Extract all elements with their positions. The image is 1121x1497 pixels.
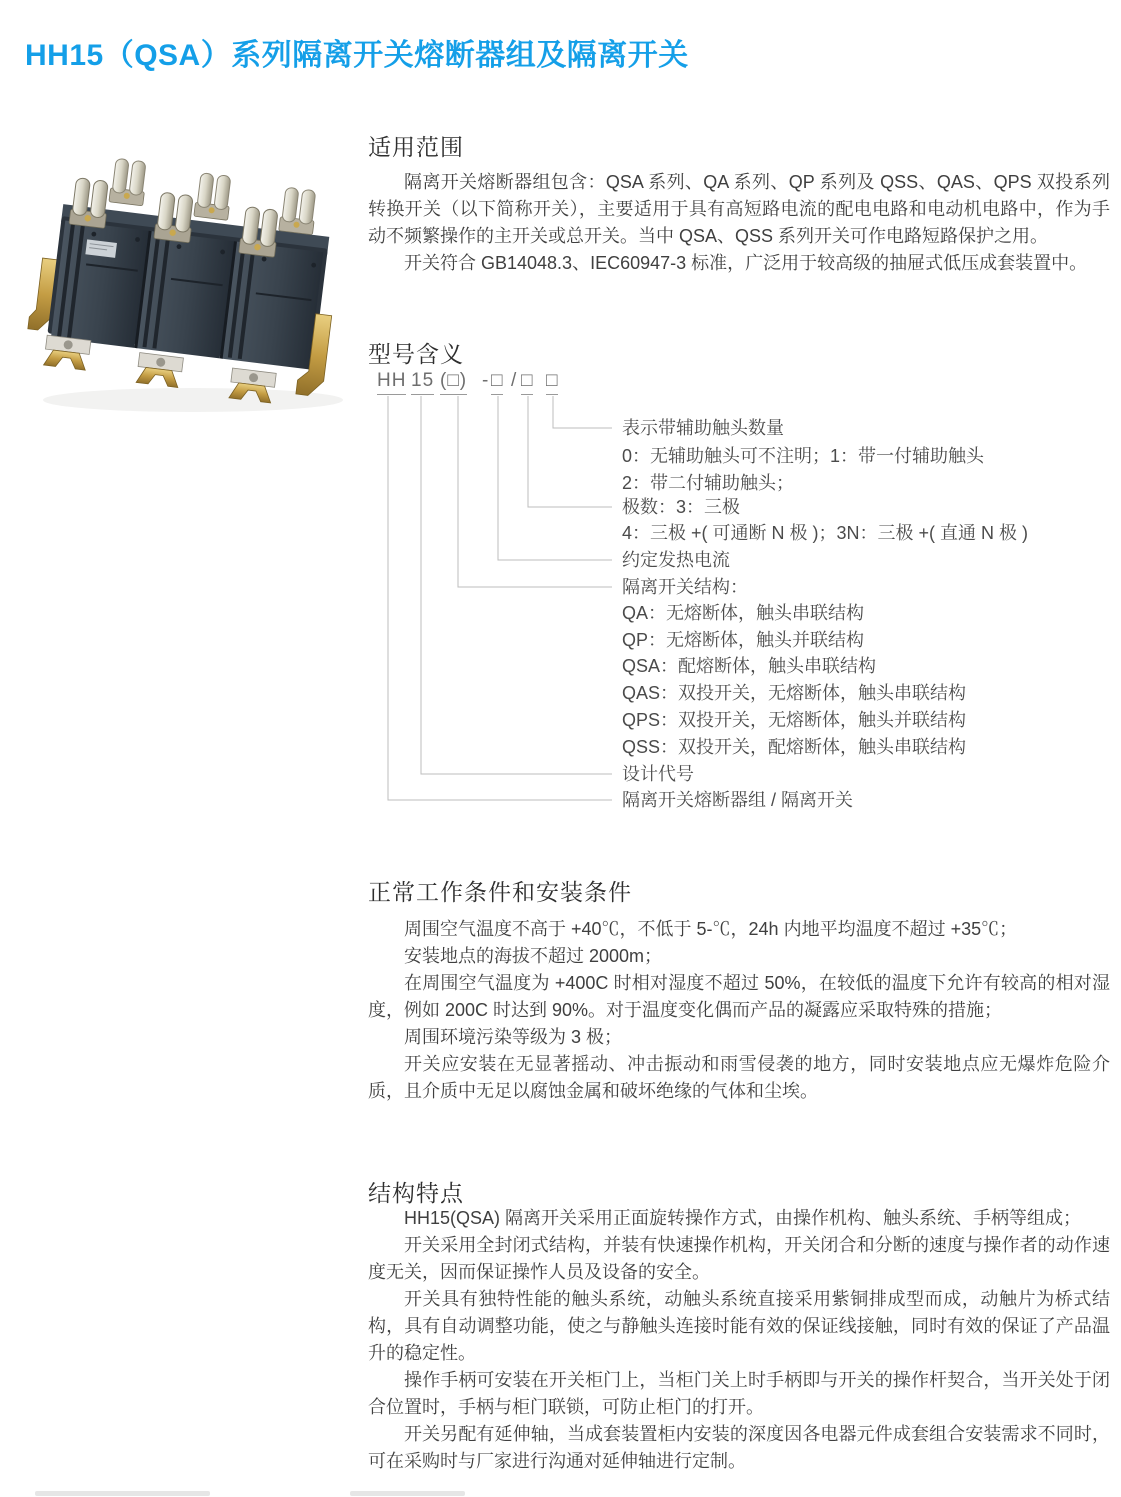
cut-off-next-section-artifact <box>350 1491 465 1496</box>
model-diagram-label: 2：带二付辅助触头； <box>622 473 795 493</box>
model-diagram-label: 0：无辅助触头可不注明；1：带一付辅助触头 <box>622 446 985 466</box>
features-heading: 结构特点 <box>368 1180 464 1206</box>
conditions-paragraph: 在周围空气温度为 +400C 时相对湿度不超过 50%，在较低的温度下允许有较高的相对湿度，例如 200C 时达到 90%。对于温度变化偶而产品的凝露应采取特殊的措施； <box>368 973 1110 1020</box>
conditions-paragraph: 周围空气温度不高于 +40℃，不低于 5-℃，24h 内地平均温度不超过 +35℃； <box>404 919 1018 939</box>
model-diagram-label: 4：三极 +( 可通断 N 极 )；3N：三极 +( 直通 N 极 ) <box>622 523 1029 543</box>
model-diagram-label: 约定发热电流 <box>622 550 730 570</box>
model-diagram-label: QAS：双投开关，无熔断体，触头串联结构 <box>622 683 967 703</box>
model-code-separator: / <box>511 370 518 391</box>
model-diagram-label: 极数：3：三极 <box>622 497 741 517</box>
model-diagram-label: 隔离开关熔断器组 / 隔离开关 <box>622 790 854 810</box>
conditions-paragraphs <box>368 916 1110 1105</box>
features-paragraph: HH15(QSA) 隔离开关采用正面旋转操作方式，由操作机构、触头系统、手柄等组成； <box>404 1208 1082 1228</box>
product-photo <box>18 148 358 426</box>
model-diagram-label: QA：无熔断体，触头串联结构 <box>622 603 865 623</box>
conditions-paragraph: 开关应安装在无显著摇动、冲击振动和雨雪侵袭的地方，同时安装地点应无爆炸危险介质，且介质中无足以腐蚀金属和破坏绝缘的气体和尘埃。 <box>368 1054 1110 1101</box>
model-diagram-label: QSA：配熔断体，触头串联结构 <box>622 656 877 676</box>
cut-off-next-section-artifact <box>35 1491 210 1496</box>
model-code-part: HH <box>377 370 406 395</box>
model-heading: 型号含义 <box>368 341 464 367</box>
conditions-paragraph: 安装地点的海拔不超过 2000m； <box>404 946 663 966</box>
model-code-part: □ <box>521 370 533 395</box>
model-code-part: (□) <box>440 370 467 395</box>
model-diagram-label: 表示带辅助触头数量 <box>622 418 784 438</box>
model-diagram-label: 隔离开关结构： <box>622 577 748 597</box>
features-paragraph: 操作手柄可安装在开关柜门上，当柜门关上时手柄即与开关的操作杆契合，当开关处于闭合位置时，手柄与柜门联锁，可防止柜门的打开。 <box>368 1370 1110 1417</box>
scope-paragraphs <box>368 169 1110 277</box>
model-diagram-label: 设计代号 <box>622 764 694 784</box>
conditions-heading: 正常工作条件和安装条件 <box>368 879 632 905</box>
features-paragraph: 开关具有独特性能的触头系统，动触头系统直接采用紫铜排成型而成，动触片为桥式结构，具有自动调整功能，使之与静触头连接时能有效的保证线接触，同时有效的保证了产品温升的稳定性。 <box>368 1289 1110 1363</box>
features-paragraph: 开关另配有延伸轴，当成套装置柜内安装的深度因各电器元件成套组合安装需求不同时，可在采购时与厂家进行沟通对延伸轴进行定制。 <box>368 1424 1110 1471</box>
features-paragraphs <box>368 1205 1110 1475</box>
page-title: HH15（QSA）系列隔离开关熔断器组及隔离开关 <box>25 39 689 72</box>
model-diagram-label: QPS：双投开关，无熔断体，触头并联结构 <box>622 710 967 730</box>
model-diagram-connector-lines <box>370 394 620 806</box>
conditions-paragraph: 周围环境污染等级为 3 极； <box>404 1027 623 1047</box>
model-code-separator: - <box>482 370 490 391</box>
scope-paragraph: 隔离开关熔断器组包含：QSA 系列、QA 系列、QP 系列及 QSS、QAS、QPS 双投系列转换开关（以下简称开关），主要适用于具有高短路电流的配电电路和电动机电路中，作为手动不频繁操作的主开关或总开关。当中 QSA、QSS 系列开关可作电路短路保护之用。 <box>368 172 1110 246</box>
isolation-switch-image <box>18 148 358 426</box>
model-code-part: □ <box>546 370 558 395</box>
model-code-part: 15 <box>411 370 434 395</box>
features-paragraph: 开关采用全封闭式结构，并装有快速操作机构，开关闭合和分断的速度与操作者的动作速度无关，因而保证操怍人员及设备的安全。 <box>368 1235 1110 1282</box>
model-code-part: □ <box>491 370 503 395</box>
scope-heading: 适用范围 <box>368 134 464 160</box>
scope-paragraph: 开关符合 GB14048.3、IEC60947-3 标准，广泛用于较高级的抽屉式低压成套装置中。 <box>404 253 1088 273</box>
model-diagram-label: QP：无熔断体，触头并联结构 <box>622 630 865 650</box>
model-diagram-label: QSS：双投开关，配熔断体，触头串联结构 <box>622 737 967 757</box>
